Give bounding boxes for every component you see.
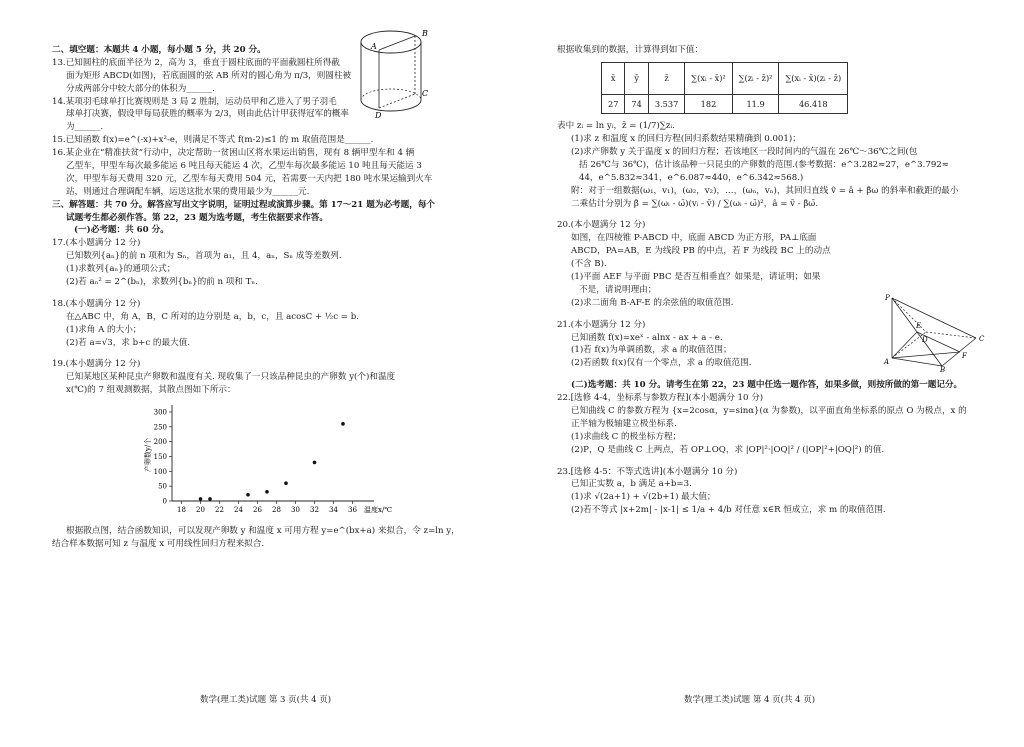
text-line: 已知函数 f(x)=xeˣ - alnx - ax + a - e. (571, 332, 723, 343)
text-line: 19.(本小题满分 12 分) (52, 359, 141, 370)
spacer (52, 289, 477, 298)
text-line: 44，e^5.832≈341，e^6.087≈440，e^6.342≈568.) (579, 172, 804, 183)
text-line: x(℃)的 7 组观测数据，其散点图如下所示： (66, 385, 236, 396)
text-line: 乙型车，甲型车每次最多能运 6 吨且每天能运 4 次，乙型车每次最多能运 10 吨且每天能运 3 (66, 161, 422, 172)
table-value-cell: 182 (685, 94, 732, 113)
pyramid-label-c: C (979, 335, 985, 343)
y-axis-label: 产卵数y/个 (144, 437, 152, 473)
text-line: (1)平面 AEF 与平面 PBC 是否互相垂直？如果是，请证明；如果 (571, 271, 821, 282)
text-line: (2)求产卵数 y 关于温度 x 的回归方程；若该地区一段时间内的气温在 26℃～36℃之间(包 (571, 146, 918, 157)
text-line: 附：对于一组数据(ω₁，v₁)，(ω₂，v₂)，…，(ωₙ，vₙ)，其回归直线 v̂ = â + β̂ω 的斜率和截距的最小 (571, 185, 959, 196)
table-header-cell: ∑(xᵢ - x̄)(zᵢ - z̄) (779, 62, 848, 94)
pyramid-label-p: P (885, 294, 890, 302)
scatter-chart (142, 401, 402, 521)
text-line: 17.(本小题满分 12 分) (52, 238, 141, 249)
text-line: 18.(本小题满分 12 分) (52, 298, 141, 309)
cylinder-svg (357, 22, 429, 132)
text-line: (1)求曲线 C 的极坐标方程； (571, 431, 682, 442)
text-line: 已知某地区某种昆虫产卵数和温度有关. 现收集了一只该品种昆虫的产卵数 y(个)和温度 (66, 372, 396, 383)
cylinder-figure (357, 22, 429, 132)
text-line: 面为矩形 ABCD(如图)，若底面圆的弦 AB 所对的圆心角为 π/3，则圆柱被 (66, 70, 352, 81)
text-line: (不含 B). (571, 259, 607, 270)
text-line: 14.某项羽毛球单打比赛规则是 3 局 2 胜制，运动员甲和乙进入了男子羽毛 (52, 96, 337, 107)
text-line: (2)若不等式 |x+2m| - |x-1| ≤ 1/a + 4/b 对任意 x∈R 恒成立，求 m 的取值范围. (571, 505, 886, 516)
right-footer: 数学(理工类)试题 第 4 页(共 4 页) (684, 695, 816, 705)
x-tick-label: 26 (253, 506, 262, 515)
text-line: ABCD，PA=AB，E 为线段 PB 的中点，若 F 为线段 BC 上的动点 (571, 246, 831, 257)
cylinder-label-d: D (375, 111, 382, 120)
text-line: (1)若 f(x)为单调函数，求 a 的取值范围； (571, 345, 732, 356)
y-tick-label: 100 (153, 467, 167, 476)
pyramid-label-e: E (916, 322, 922, 330)
pyramid-label-b: B (940, 366, 946, 372)
text-line: (2)若函数 f(x)仅有一个零点，求 a 的取值范围. (571, 358, 752, 369)
text-line: 正半轴为极轴建立极坐标系. (571, 418, 677, 429)
table-value-cell: 3.537 (648, 94, 684, 113)
spacer (52, 349, 477, 358)
text-line: 二、填空题：本题共 4 小题，每小题 5 分，共 20 分。 (52, 45, 266, 55)
x-tick-label: 24 (234, 506, 243, 515)
text-line: (1)求角 A 的大小； (66, 324, 142, 335)
cylinder-label-a: A (371, 42, 377, 51)
table-header-cell: z̄ (648, 62, 684, 94)
x-tick-label: 20 (196, 506, 205, 515)
text-line: 根据散点图，结合函数知识，可以发现产卵数 y 和温度 x 可用方程 y=e^(bx+a) 来拟合，令 z=ln y， (66, 526, 460, 537)
pyramid-svg (880, 292, 990, 372)
stats-table-header (602, 62, 848, 94)
table-value-cell: 11.9 (732, 94, 779, 113)
data-point (284, 482, 288, 486)
pyramid-figure (880, 292, 990, 402)
data-point (246, 493, 250, 497)
text-line: 试题考生都必须作答。第 22，23 题为选考题，考生依据要求作答。 (66, 212, 328, 223)
data-point (208, 497, 212, 501)
text-line: 已知曲线 C 的参数方程为 {x=2cosα，y=sinα}(α 为参数)，以平面直角坐标系的原点 O 为极点，x 的 (571, 406, 967, 416)
spacer (557, 210, 982, 219)
x-tick-label: 36 (348, 506, 357, 515)
data-point (199, 497, 203, 501)
text-line: 表中 zᵢ = ln yᵢ，z̄ = (1/7)∑zᵢ. (557, 121, 675, 132)
y-tick-label: 200 (153, 438, 167, 447)
text-line: 球单打决赛，假设甲每局获胜的概率为 2/3，则由此估计甲获得冠军的概率 (66, 109, 349, 120)
text-line: (1)求 √(2a+1) + √(2b+1) 最大值； (571, 492, 716, 503)
text-line: (1)求 z 和温度 x 的回归方程(回归系数结果精确到 0.001)； (571, 134, 801, 145)
text-line: (2)P，Q 是曲线 C 上两点，若 OP⊥OQ，求 |OP|²·|OQ|² / (|OP|²+|OQ|²) 的值. (571, 444, 885, 455)
table-header-cell: x̄ (602, 62, 625, 94)
text-line: (2)若 aₙ² = 2^(bₙ)，求数列{bₙ}的前 n 项和 Tₙ. (66, 277, 258, 288)
text-line: 15.已知函数 f(x)=e^(-x)+x²-e，则满足不等式 f(m-2)≤1 的 m 取值范围是______. (52, 135, 374, 146)
table-intro: 根据收集到的数据，计算得到如下值： (557, 45, 704, 55)
x-tick-label: 30 (291, 506, 300, 515)
table-value-cell: 74 (625, 94, 648, 113)
text-line: 三、解答题：共 70 分。解答应写出文字说明，证明过程或演算步骤。第 17～21 题为必考题，每个 (52, 199, 436, 210)
text-line: 已知正实数 a，b 满足 a+b=3. (571, 479, 692, 490)
left-text-after-chart (52, 525, 477, 551)
x-tick-label: 32 (310, 506, 319, 515)
pyramid-label-d: D (922, 336, 928, 344)
text-line: 次，甲型车每天费用 320 元，乙型车每天费用 504 元，若需要一天内把 180 吨水果运输到火车 (66, 173, 433, 184)
x-tick-label: 18 (177, 506, 186, 515)
stats-table-values (602, 94, 848, 113)
table-header-cell: ∑(zᵢ - z̄)² (732, 62, 779, 94)
text-line: 22.[选修 4-4，坐标系与参数方程](本小题满分 10 分) (557, 393, 764, 404)
y-tick-label: 300 (153, 408, 167, 417)
table-header-cell: ȳ (625, 62, 648, 94)
data-point (265, 490, 269, 494)
text-line: 分成两部分中较大部分的体积为______. (66, 83, 215, 94)
text-line: 不是，请说明理由； (579, 284, 657, 295)
text-line: 21.(本小题满分 12 分) (557, 319, 646, 330)
table-value-cell: 46.418 (779, 94, 848, 113)
left-footer: 数学(理工类)试题 第 3 页(共 4 页) (200, 695, 332, 705)
data-point (341, 422, 345, 426)
text-line: (一)必考题：共 60 分。 (74, 225, 169, 236)
pyramid-label-f: F (962, 352, 967, 360)
text-line: 在△ABC 中，角 A，B，C 所对的边分别是 a，b，c，且 acosC + ½c = b. (66, 311, 359, 322)
text-line: (2)求二面角 B-AF-E 的余弦值的取值范围. (571, 297, 734, 308)
text-line: 20.(本小题满分 12 分) (557, 220, 646, 231)
text-line: 已知数列{aₙ}的前 n 项和为 Sₙ，首项为 a₁，且 4，aₙ，Sₙ 成等差数列. (66, 251, 342, 262)
text-line: (2)若 a=√3，求 b+c 的最大值. (66, 337, 191, 348)
text-line: 13.已知圆柱的底面半径为 2，高为 3，垂直于圆柱底面的平面截圆柱所得截 (52, 57, 340, 68)
cylinder-label-b: B (422, 29, 428, 38)
text-line: 为______. (66, 122, 104, 133)
stats-table (601, 62, 848, 114)
x-tick-label: 34 (329, 506, 338, 515)
text-line: 结合样本数据可知 z 与温度 x 可用线性回归方程来拟合. (52, 539, 265, 550)
text-line: 二乘估计分别为 β̂ = ∑(ωᵢ - ω̄)(vᵢ - v̄) / ∑(ωᵢ - ω̄)²，â = v̄ - β̂ω̄. (571, 198, 819, 209)
data-point (313, 461, 317, 465)
y-tick-label: 250 (153, 423, 167, 432)
x-tick-label: 28 (272, 506, 281, 515)
cylinder-label-c: C (422, 89, 429, 98)
y-tick-label: 50 (158, 482, 167, 491)
scatter-plot-svg (142, 401, 402, 521)
y-tick-label: 150 (153, 453, 167, 462)
text-line: (二)选考题：共 10 分。请考生在第 22，23 题中任选一题作答，如果多做，则按所做的第一题记分。 (571, 380, 963, 391)
pyramid-label-a: A (884, 358, 890, 366)
text-line: 23.[选修 4-5：不等式选讲](本小题满分 10 分) (557, 466, 738, 477)
table-header-cell: ∑(xᵢ - x̄)² (685, 62, 732, 94)
text-line: (1)求数列{aₙ}的通项公式； (66, 264, 176, 275)
table-value-cell: 27 (602, 94, 625, 113)
spacer (557, 457, 982, 466)
text-line: 站，则通过合理调配车辆，运送这批水果的费用最少为______元. (66, 186, 310, 197)
text-line: 如图，在四棱锥 P-ABCD 中，底面 ABCD 为正方形，PA⊥底面 (571, 233, 817, 244)
text-line: 16.某企业在“精准扶贫”行动中，决定帮助一贫困山区将水果运出销售，现有 8 辆甲型车和 4 辆 (52, 148, 415, 159)
text-line: 括 26℃与 36℃)，估计该品种一只昆虫的产卵数的范围.(参考数据：e^3.282≈27，e^3.792≈ (579, 159, 949, 170)
x-tick-label: 22 (215, 506, 224, 515)
y-tick-label: 0 (162, 497, 167, 506)
right-page (557, 44, 982, 517)
x-axis-label: 温度x/℃ (364, 506, 393, 515)
